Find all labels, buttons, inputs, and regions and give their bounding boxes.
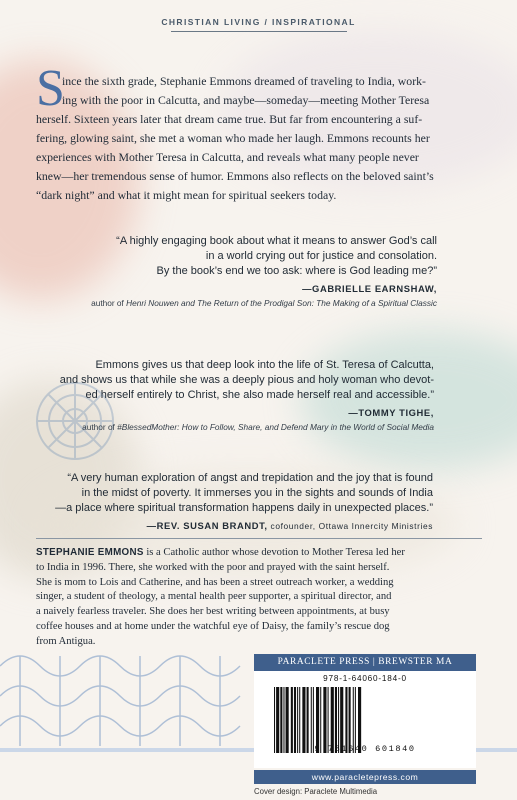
intro-line: “dark night” and what it might mean for spiritual seekers today. <box>36 188 337 202</box>
quote-line: —a place where spiritual transformation happens daily in unexpected places.” <box>55 502 433 515</box>
quote-line: “A very human exploration of angst and trepidation and the joy that is found <box>67 472 433 484</box>
bio-line: a naively fearless traveler. She does her best writing between appointments, at busy <box>36 606 390 618</box>
intro-line: herself. Sixteen years later that dream came true. But far from encountering a suf- <box>36 112 423 126</box>
quote-author: —REV. SUSAN BRANDT, cofounder, Ottawa Innercity Ministries <box>146 519 433 531</box>
bio-line: coffee houses and at home under the watchful eye of Daisy, the family’s rescue dog <box>36 620 390 632</box>
publisher-banner: PARACLETE PRESS | BREWSTER MA <box>254 654 476 671</box>
intro-line: knew—her tremendous sense of humor. Emmons also reflects on the beloved saint’s <box>36 169 434 183</box>
barcode-panel <box>254 671 476 768</box>
quote-line: By the book’s end we too ask: where is God leading me?” <box>156 265 437 278</box>
author-name: STEPHANIE EMMONS <box>36 547 144 558</box>
drop-cap: S <box>36 60 65 117</box>
barcode-digits: 9 781640 601840 <box>314 744 416 754</box>
intro-line: fering, glowing saint, she met a woman who made her laugh. Emmons recounts her <box>36 131 430 145</box>
quote-line: ed herself entirely to Christ, she also made herself real and accessible.” <box>85 389 434 402</box>
quote-line: in the midst of poverty. It immerses you in the sights and sounds of India <box>81 487 433 500</box>
intro-line: ing with the poor in Calcutta, and maybe—someday—meeting Mother Teresa <box>62 93 430 107</box>
publisher-website: www.paracletepress.com <box>254 770 476 784</box>
endorsement-quote <box>60 358 434 435</box>
intro-line: experiences with Mother Teresa in Calcutta, and reveals what many people never <box>36 150 419 164</box>
bio-line: to India in 1996. There, she worked with the poor and prayed with the saint herself. <box>36 561 390 573</box>
quote-line: “A highly engaging book about what it means to answer God’s call <box>116 235 437 247</box>
bio-line: from Antigua. <box>36 635 96 647</box>
category-label: CHRISTIAN LIVING / INSPIRATIONAL <box>161 17 356 27</box>
bio-line: singer, a student of theology, a mental health peer supporter, a spiritual director, and <box>36 591 392 603</box>
section-divider <box>36 538 482 539</box>
quote-source: author of Henri Nouwen and The Return of the Prodigal Son: The Making of a Spiritual Classic <box>91 297 437 308</box>
category-rule <box>171 31 347 32</box>
quote-line: and shows us that while she was a deeply pious and holy woman who devot- <box>59 374 434 387</box>
quote-source-title: Henri Nouwen and The Return of the Prodigal Son: The Making of a Spiritual Classic <box>126 297 437 308</box>
decorative-tile-pattern <box>0 646 250 761</box>
cover-credit: Cover design: Paraclete Multimedia <box>254 787 378 796</box>
quote-source: author of #BlessedMother: How to Follow, Share, and Defend Mary in the World of Social Media <box>82 421 434 432</box>
isbn-label: 978-1-64060-184-0 <box>323 674 407 683</box>
bio-line: She is mom to Lois and Catherine, and has been a street outreach worker, a wedding <box>36 576 394 588</box>
quote-line: in a world crying out for justice and consolation. <box>205 250 437 263</box>
endorsement-quote <box>91 234 437 311</box>
endorsement-quote <box>55 471 433 534</box>
quote-line: Emmons gives us that deep look into the life of St. Teresa of Calcutta, <box>95 359 434 371</box>
quote-source: cofounder, Ottawa Innercity Ministries <box>267 520 433 531</box>
intro-line: ince the sixth grade, Stephanie Emmons dreamed of traveling to India, work- <box>62 74 426 88</box>
author-bio <box>36 546 482 650</box>
intro-paragraph <box>36 72 482 205</box>
bio-line: STEPHANIE EMMONS is a Catholic author whose devotion to Mother Teresa led her <box>36 547 405 558</box>
quote-source-title: #BlessedMother: How to Follow, Share, and Defend Mary in the World of Social Media <box>117 421 434 432</box>
quote-author: —GABRIELLE EARNSHAW, <box>302 282 437 294</box>
quote-author: —TOMMY TIGHE, <box>348 406 434 418</box>
